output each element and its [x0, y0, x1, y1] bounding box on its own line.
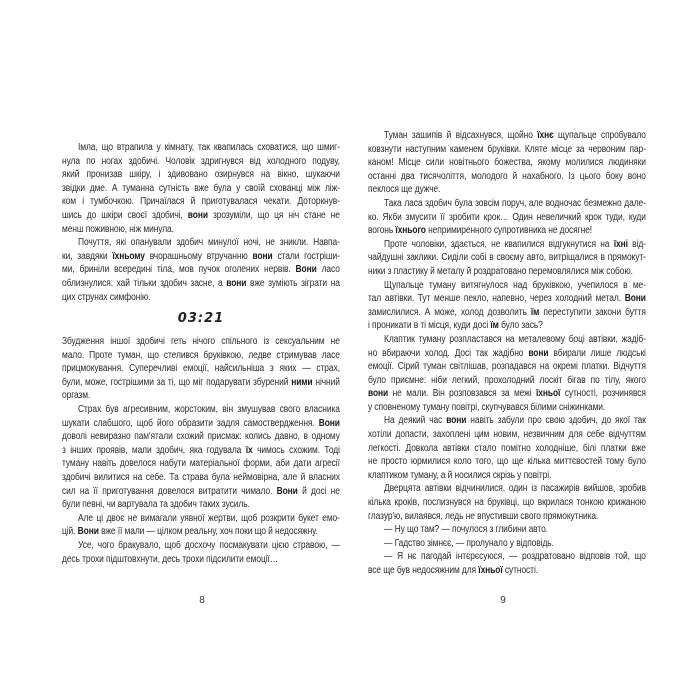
text-run: шукати слабшого, щоб його образити задля самоствердження. [62, 417, 319, 429]
text-line [62, 250, 340, 264]
text-line [62, 457, 340, 471]
text-line [368, 224, 646, 238]
emphasized-word: їхньому [112, 250, 145, 262]
text-line [368, 510, 646, 524]
text-line [62, 155, 340, 169]
emphasized-word: Вони [77, 526, 99, 538]
text-line [368, 292, 646, 306]
page-number-right: 9 [500, 595, 506, 606]
emphasized-word: їх [245, 444, 253, 456]
text-line [62, 417, 340, 431]
text-run: — Гадство зімнєє, — пролунало у відповідь. [383, 537, 554, 549]
text-line [368, 414, 646, 428]
text-line [62, 168, 340, 182]
text-run: доволі невиразно пам'ятали схожий присмак: колись давно, в одному [62, 431, 340, 443]
text-run: вбирали лише людські [548, 347, 646, 359]
text-line [368, 442, 646, 456]
text-run: ко. Якби змусити її зробити крок… Один невеличкий крок туди, куди [368, 211, 646, 223]
text-run: з інших проявів, мали здобич, яка годувала [62, 444, 246, 456]
text-line [62, 403, 340, 417]
text-line [368, 564, 646, 578]
text-line [368, 496, 646, 510]
text-line [368, 333, 646, 347]
text-line [368, 156, 646, 170]
right-page [350, 0, 700, 700]
text-run: останні два тисячоліття, молодого й нахабного. Із цього боку воно [368, 170, 646, 182]
text-line [368, 143, 646, 157]
text-run: чайдушні заклики. Сиділи собі в своєму авто, витріщалися в прямокут- [368, 252, 646, 264]
emphasized-word: їхньої [535, 388, 561, 400]
text-line [62, 376, 340, 390]
text-run: клаптиком туману, а й носилися скрізь у повітрі. [368, 469, 552, 481]
text-run: Усе, чого бракувало, щоб досхочу посмакувати цією стравою, — [77, 539, 340, 551]
text-line [368, 550, 646, 564]
text-run: менш поживною, ніж минула. [62, 223, 174, 235]
text-run: не просто юрмилися коло того, що ще кілька миттєвостей тому було [368, 456, 646, 468]
text-line [368, 279, 646, 293]
text-run: нічний [312, 376, 340, 388]
left-text-block-2 [62, 335, 340, 566]
text-run: ми, бриніли всередині тіла, мов пучок оголених нервів. [62, 264, 296, 276]
text-line [368, 129, 646, 143]
text-run: хотіли допасти, захоплені цим новим, незвичним для себе відчуттям [368, 429, 646, 441]
text-line [368, 306, 646, 320]
text-line [62, 553, 340, 567]
text-run: Клаптик туману розпластався на металевому боці автівки, жадіб- [383, 333, 646, 345]
text-run: емоції. Сірий туман світлішав, розпадався на окремі платки. Відчуття [368, 361, 646, 373]
text-run: кілька кроків, послизнувся на бруківці, що вкрилася тонкою крижаною [368, 497, 646, 509]
text-line [368, 360, 646, 374]
text-line [368, 482, 646, 496]
text-run: — Ну що там? — почулося з глибини авто. [383, 524, 548, 536]
text-line [62, 182, 340, 196]
emphasized-word: їхньої [478, 565, 503, 576]
text-line [62, 498, 340, 512]
text-line [62, 349, 340, 363]
text-line [368, 347, 646, 361]
text-line [368, 183, 646, 197]
section-heading: 03:21 [177, 311, 225, 326]
text-line [62, 263, 340, 277]
text-run: сутності. [502, 565, 539, 576]
text-run: глазур'ю, вилаявся, ледь не впустивши свого прямокутника. [368, 510, 599, 522]
text-line [368, 251, 646, 265]
text-run: Збудження іншої здобичі геть нічого спільного із сексуальним не [62, 336, 340, 347]
text-line [62, 141, 340, 155]
text-line [62, 291, 340, 305]
text-run: Почуття, які опанували здобич минулої ночі, не зникли. Навпа- [77, 237, 340, 249]
text-line [62, 512, 340, 526]
text-line [62, 236, 340, 250]
text-run: Туман зашипів й відсахнувся, щойно [383, 130, 538, 141]
text-run: вогонь [368, 225, 396, 237]
text-run: ком і тумбочкою. Причаїлася й приготувалася чекати. Доторкнув- [62, 196, 340, 208]
emphasized-word: їм [490, 320, 499, 332]
text-run: були, може, гострішими за ті, що міг подарувати збурений [62, 376, 292, 388]
text-run: від- [627, 238, 646, 250]
text-line [62, 471, 340, 485]
text-run: навіть забули про свою здобич, до якої так [466, 415, 646, 427]
emphasized-word: ними [291, 376, 313, 388]
text-run: який пронизав шкіру, і здивовано озирнувся на вікно, шукаючи [62, 169, 340, 181]
text-run: цій. [62, 526, 78, 538]
text-run: сутності, розчинявся [560, 388, 646, 400]
text-run: переступити закони буття [539, 306, 646, 318]
text-run: каном! Місце сили новітнього божества, якому молилися людиняки [368, 157, 646, 169]
text-run: Проте чоловіки, здається, не квапилися відгукнутися на [383, 238, 614, 250]
text-line [62, 444, 340, 458]
text-run: тал автівки. Тут менше пекло, напевно, через холодний метал. [368, 293, 625, 305]
text-run: Страх був агресивним, жорстоким, він змушував свого власника [77, 403, 340, 415]
text-line [368, 523, 646, 537]
text-run: й досі не [297, 485, 340, 497]
text-run: Щупальце туману витягнулося над бруківкою, учепилося в ме- [383, 279, 646, 291]
text-line [368, 319, 646, 333]
text-run: чимось схожим. Тоді [252, 444, 340, 456]
text-line [62, 525, 340, 539]
text-run: ласо [316, 264, 340, 276]
text-run: облизнулися: хай тільки здобич засне, а [62, 277, 227, 289]
text-run: Але ці двоє не вимагали уявної жертви, щоб розкрити букет емо- [77, 512, 340, 524]
text-line [368, 469, 646, 483]
emphasized-word: вони [226, 277, 247, 289]
emphasized-word: вони [528, 347, 549, 359]
text-run: Імла, що втрапила у кімнату, так квапилась сховатися, що шмиг- [77, 142, 340, 153]
emphasized-word: Вони [624, 293, 646, 305]
text-run: туману навіть довелося набути матеріальної форми, аби дати агресії [62, 458, 340, 470]
emphasized-word: вони [446, 415, 467, 427]
text-line [62, 335, 340, 349]
emphasized-word: вони [187, 209, 208, 221]
text-run: десь трохи підштовхнути, десь трохи підсилити емоції… [62, 553, 279, 565]
text-run: На деякий час [383, 415, 447, 427]
text-run: вже зуміють зіграти на [246, 277, 340, 289]
text-run: — Я нє пагодай інтєрєсуюся, — роздратовано відповів той, що [383, 551, 646, 563]
text-run: Дверцята автівки відчинилися, один із пасажирів вийшов, зробив [383, 483, 646, 495]
emphasized-word: їм [530, 306, 540, 318]
emphasized-word: їхнього [395, 225, 426, 237]
text-line [62, 362, 340, 376]
text-line [368, 211, 646, 225]
emphasized-word: Вони [318, 417, 340, 429]
text-line [368, 455, 646, 469]
text-line [368, 170, 646, 184]
emphasized-word: їхні [613, 238, 628, 250]
text-run: вчорашньому втручанню [144, 250, 253, 262]
text-run: Така ласа здобич була зовсім поруч, але водночас безмежно дале- [383, 197, 646, 209]
text-line [62, 195, 340, 209]
emphasized-word: вони [368, 388, 389, 400]
text-run: було приємне: ніби легкий, прохолодний лоскіт бігав по тілу, якого [368, 374, 646, 386]
text-run: звідки дме. А туманна сутність вже була у своїй схованці між ліж- [62, 182, 340, 194]
text-run: нула по ногах здобичі. Чоловік здригнувся від холодного подуву, [62, 155, 340, 167]
text-run: і проникати в ті місця, куди досі [368, 320, 491, 332]
text-run: шись до шкіри своєї здобичі, [62, 209, 188, 221]
emphasized-word: вони [252, 250, 273, 262]
text-run: оргазм. [62, 390, 91, 402]
text-run: були певні, чи вартувала та здобич таких зусиль. [62, 499, 250, 511]
text-run: зрозуміли, що ця ніч стане не [207, 209, 340, 221]
emphasized-word: Вони [276, 485, 298, 497]
text-run: замислилися. А може, холод дозволить [368, 306, 531, 318]
text-run: вже її мали — цілком реальну, хоч поки що й недосяжну. [98, 526, 318, 538]
text-line [62, 485, 340, 499]
text-line [368, 374, 646, 388]
text-run: цих струнах симфонію. [62, 291, 151, 303]
text-line [368, 428, 646, 442]
text-run: здобичі вилитися на себе. Та страва була неймовірна, але й власних [62, 471, 340, 483]
text-run: не мали. Він розповзався за межі [388, 388, 536, 400]
text-run: ки, завдяки [62, 250, 113, 262]
emphasized-word: Вони [295, 264, 317, 276]
text-run: пеклося ще дужче. [368, 184, 441, 196]
text-run: ники з пластику й металу й роздратовано перемовлялися між собою. [368, 265, 633, 277]
text-line [62, 209, 340, 223]
right-text-block [368, 129, 646, 578]
text-run: ковзнути наступним каменем бруківки. Кляте місце за червоним пар- [368, 143, 646, 155]
text-run: сил на її приготування довелося витратити чимало. [62, 485, 277, 497]
text-line [368, 197, 646, 211]
text-line [62, 223, 340, 237]
text-run: мало. Проте туман, що стелився бруківкою, ледве стримував ласе [62, 349, 340, 361]
text-line [368, 401, 646, 415]
left-text-block-1 [62, 141, 340, 304]
text-run: стали гостріши- [272, 250, 340, 262]
text-run: щупальце спробувало [553, 130, 646, 141]
text-line [368, 238, 646, 252]
text-line [62, 430, 340, 444]
text-run: все ще був недосяжним для [368, 565, 479, 576]
text-run: легкості. Довкола автівки стало помітно холодніше, білі платки вже [368, 442, 646, 454]
text-line [62, 389, 340, 403]
text-line [62, 277, 340, 291]
text-line [368, 537, 646, 551]
text-run: у сповненому туману повітрі, скупчувався білими сніжинками. [368, 401, 606, 413]
page-number-left: 8 [199, 595, 205, 606]
text-line [62, 539, 340, 553]
text-run: но вбираючи холод. Досі так жадібно [368, 347, 529, 359]
text-line [368, 387, 646, 401]
emphasized-word: їхнє [537, 130, 554, 141]
text-run: прицмокування. Суперечливі емоції, найсильніша з яких — страх, [62, 363, 340, 375]
text-line [368, 265, 646, 279]
text-run: непримиренного супротивника не досягне! [425, 225, 593, 237]
text-run: було зась? [498, 320, 543, 332]
